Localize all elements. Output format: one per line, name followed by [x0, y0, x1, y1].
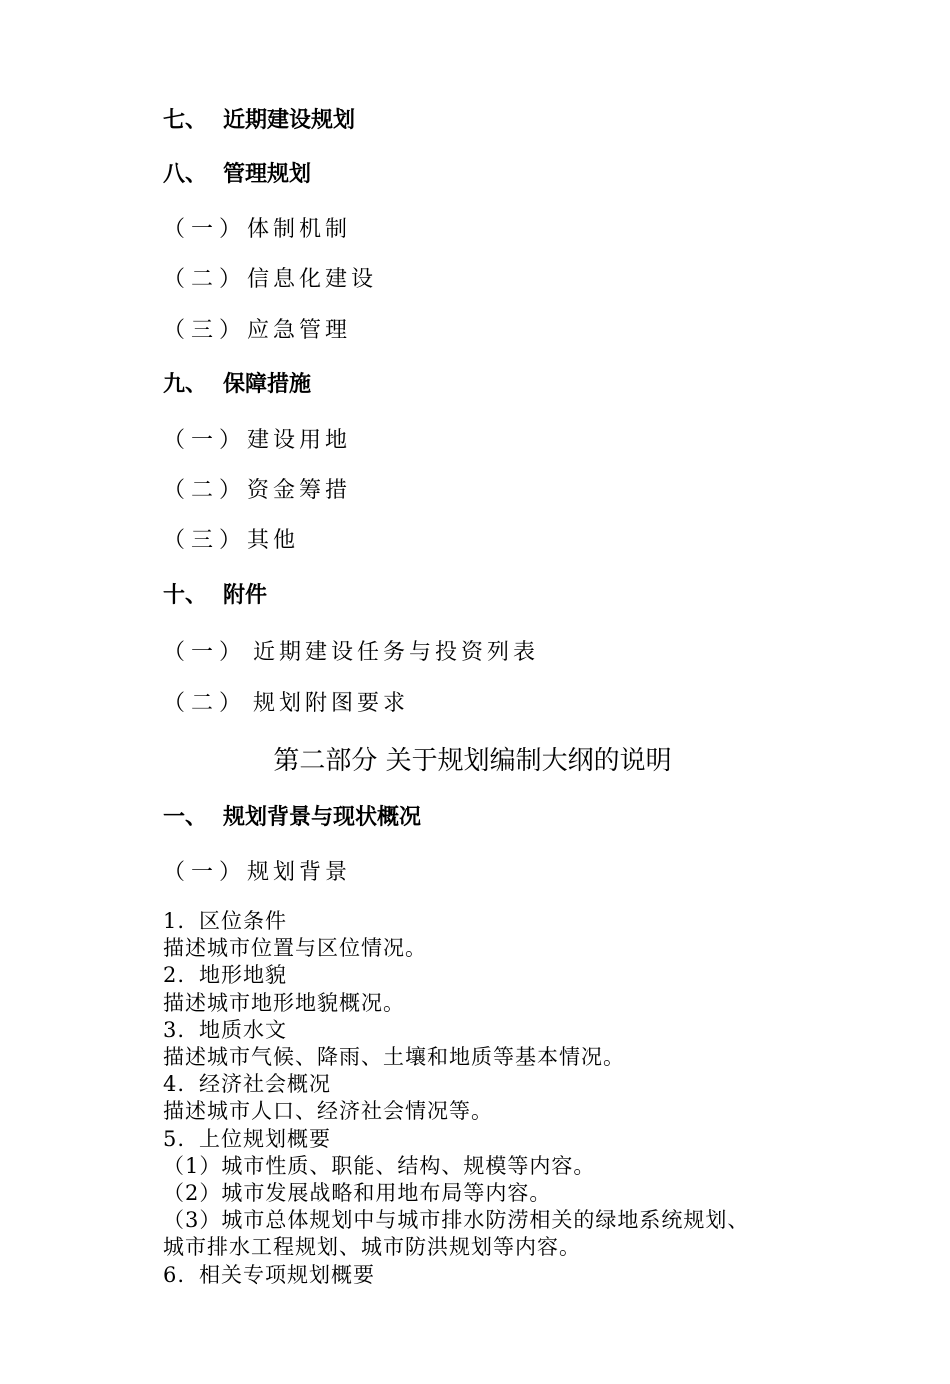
subsection-number: （二）	[163, 691, 248, 716]
subsection-number: （一）	[163, 860, 248, 885]
subsection-heading	[163, 860, 351, 886]
subsection-title: 近期建设任务与投资列表	[253, 640, 540, 665]
item-heading: 4. 经济社会概况	[163, 1072, 331, 1097]
subsection-number: （一）	[163, 640, 248, 665]
item-heading: 1. 区位条件	[163, 909, 287, 933]
section-title: 管理规划	[223, 162, 312, 187]
subsection-title: 规划背景	[247, 860, 352, 885]
subsection-title: 应急管理	[247, 318, 352, 343]
section-heading-7	[163, 108, 355, 134]
section-number: 一、	[163, 805, 208, 830]
section-title: 规划背景与现状概况	[223, 805, 422, 830]
section-number: 九、	[163, 372, 208, 397]
part-title-text: 第二部分 关于规划编制大纲的说明	[273, 746, 672, 776]
subsection-title: 建设用地	[247, 428, 352, 453]
subsection-heading	[163, 640, 539, 666]
section-number: 十、	[163, 583, 208, 608]
item-point: 城市排水工程规划、城市防洪规划等内容。	[163, 1235, 581, 1260]
subsection-title: 体制机制	[247, 217, 352, 242]
subsection-heading	[163, 318, 351, 344]
item-heading: 2. 地形地貌	[163, 963, 287, 988]
subsection-heading	[163, 267, 377, 293]
section-number: 七、	[163, 108, 208, 133]
part-title	[0, 745, 950, 777]
subsection-title: 信息化建设	[247, 267, 378, 292]
item-heading: 6. 相关专项规划概要	[163, 1262, 375, 1287]
item-point: （1）城市性质、职能、结构、规模等内容。	[163, 1153, 596, 1178]
subsection-number: （一）	[163, 428, 248, 453]
section-title: 近期建设规划	[223, 108, 356, 133]
item-heading: 3. 地质水文	[163, 1017, 287, 1042]
section-title: 附件	[223, 583, 268, 608]
subsection-heading	[163, 478, 351, 504]
section-heading-10	[163, 583, 267, 609]
item-description: 描述城市地形地貌概况。	[163, 990, 405, 1015]
subsection-heading	[163, 428, 351, 454]
item-point: （3）城市总体规划中与城市排水防涝相关的绿地系统规划、	[163, 1208, 750, 1233]
subsection-title: 规划附图要求	[253, 691, 410, 716]
section-heading-8	[163, 162, 311, 188]
section-title: 保障措施	[223, 372, 312, 397]
item-description: 描述城市气候、降雨、土壤和地质等基本情况。	[163, 1045, 625, 1070]
section-heading-9	[163, 372, 311, 398]
item-point: （2）城市发展战略和用地布局等内容。	[163, 1181, 552, 1206]
body-text	[163, 908, 813, 1289]
item-heading: 5. 上位规划概要	[163, 1126, 331, 1151]
item-description: 描述城市位置与区位情况。	[163, 936, 427, 961]
subsection-number: （三）	[163, 528, 248, 553]
subsection-number: （二）	[163, 478, 248, 503]
section-heading-1	[163, 805, 421, 831]
subsection-number: （二）	[163, 267, 248, 292]
subsection-title: 资金筹措	[247, 478, 352, 503]
subsection-number: （一）	[163, 217, 248, 242]
subsection-number: （三）	[163, 318, 248, 343]
subsection-heading	[163, 691, 409, 717]
subsection-heading	[163, 217, 351, 243]
subsection-title: 其他	[247, 528, 300, 553]
section-number: 八、	[163, 162, 208, 187]
subsection-heading	[163, 528, 299, 554]
item-description: 描述城市人口、经济社会情况等。	[163, 1099, 493, 1124]
